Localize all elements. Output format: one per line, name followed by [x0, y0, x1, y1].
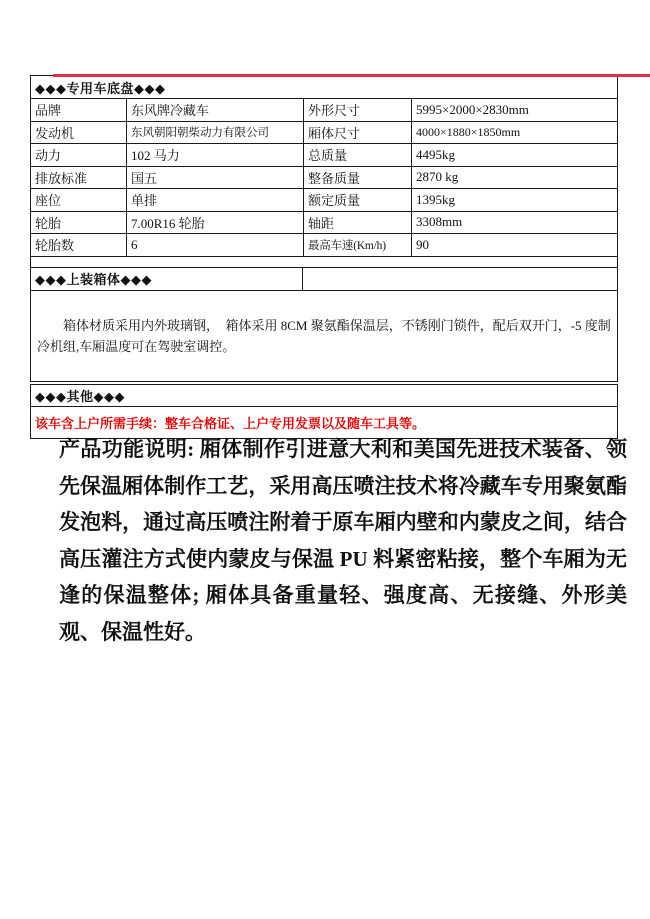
spec-label: 最高车速(Km/h) [304, 234, 412, 257]
spec-value: 2870 kg [412, 166, 618, 189]
table-row [31, 166, 618, 189]
red-divider-line [53, 74, 650, 77]
spec-value: 东风牌冷藏车 [127, 99, 304, 122]
spec-tables [30, 75, 619, 439]
spec-value: 6 [127, 234, 304, 257]
spec-value: 7.00R16 轮胎 [127, 211, 304, 234]
spec-value: 5995×2000×2830mm [412, 99, 618, 122]
table-row [31, 99, 618, 122]
spec-label: 厢体尺寸 [304, 121, 412, 144]
spec-label: 轮胎 [31, 211, 127, 234]
table-row [31, 290, 618, 381]
spec-value: 102 马力 [127, 144, 304, 167]
spacer-row [31, 256, 618, 267]
spec-label: 轴距 [304, 211, 412, 234]
spec-label: 动力 [31, 144, 127, 167]
section-header-box-body [31, 267, 618, 290]
empty-cell [303, 267, 618, 290]
spec-value: 单排 [127, 189, 304, 212]
spec-label: 座位 [31, 189, 127, 212]
spec-value: 4000×1880×1850mm [412, 121, 618, 144]
empty-cell [31, 256, 618, 267]
spec-value: 国五 [127, 166, 304, 189]
table-row [31, 189, 618, 212]
spec-label: 品牌 [31, 99, 127, 122]
spec-value: 1395kg [412, 189, 618, 212]
spec-label: 额定质量 [304, 189, 412, 212]
box-description-cell [31, 290, 618, 381]
spec-label: 总质量 [304, 144, 412, 167]
spec-label: 轮胎数 [31, 234, 127, 257]
registration-notice-text: 该车含上户所需手续：整车合格证、上户专用发票以及随车工具等。 [35, 416, 426, 431]
product-function-description: 产品功能说明: 厢体制作引进意大利和美国先进技术装备、领先保温厢体制作工艺，采用高压喷注技术将冷藏车专用聚氨酯发泡料，通过高压喷注附着于原车厢内壁和内蒙皮之间，结合高压灌注方式使内蒙皮与保温 PU 料紧密粘接，整个车厢为无逢的保温整体; 厢体具备重量轻、强度高、无接缝、外形美观、保温性好。 [59, 437, 627, 644]
table-row [31, 144, 618, 167]
box-description-text: 箱体材质采用内外玻璃钢， 箱体采用 8CM 聚氨酯保温层，不锈刚门锁件，配后双开门，-5 度制冷机组,车厢温度可在驾驶室调控。 [37, 317, 611, 354]
spec-value: 东风朝阳朝柴动力有限公司 [127, 121, 304, 144]
section-title: ◆◆◆上装箱体◆◆◆ [31, 267, 303, 290]
chassis-spec-table [30, 75, 618, 257]
spec-value: 3308mm [412, 211, 618, 234]
section-header-other [31, 384, 618, 407]
spec-label: 外形尺寸 [304, 99, 412, 122]
table-row [31, 211, 618, 234]
section-title: ◆◆◆专用车底盘◆◆◆ [31, 76, 618, 99]
spec-label: 发动机 [31, 121, 127, 144]
section-title: ◆◆◆其他◆◆◆ [31, 384, 618, 407]
section-header-chassis [31, 76, 618, 99]
box-body-table [30, 256, 618, 382]
spec-value: 90 [412, 234, 618, 257]
table-row [31, 121, 618, 144]
spec-label: 整备质量 [304, 166, 412, 189]
spec-value: 4495kg [412, 144, 618, 167]
spec-label: 排放标准 [31, 166, 127, 189]
table-row [31, 234, 618, 257]
